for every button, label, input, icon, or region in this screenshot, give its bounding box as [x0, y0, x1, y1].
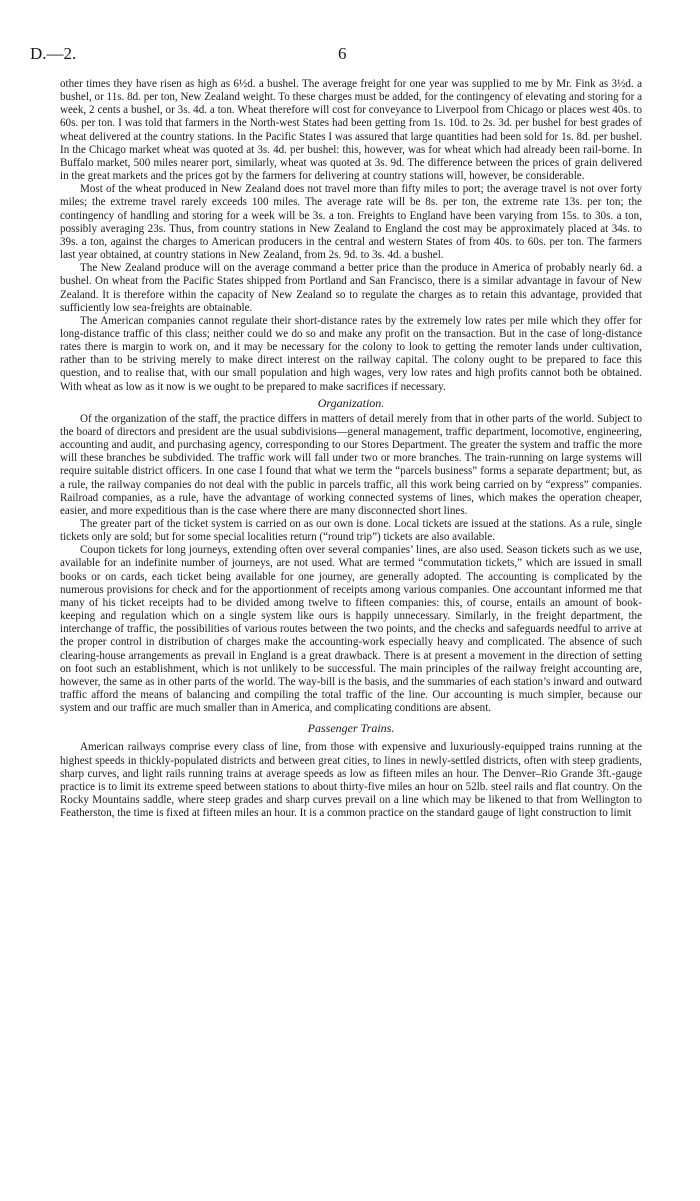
paragraph: American railways comprise every class of line, from those with expensive and luxuriously-equipped trains running at the highest speeds in thickly-populated districts and between great cities, to lines in newly-settled districts, often with steep gradients, sharp curves, and light rails running trains at average speeds as low as fifteen miles an hour. The Denver–Rio Grande 3ft.-gauge practice is to limit its extreme speed between stations to about thirty-five miles an hour on 52lb. steel rails and flat country. On the Rocky Mountains saddle, where steep grades and sharp curves prevail on a line which may be likened to that from Wellington to Featherston, the time is fixed at fifteen miles an hour. It is a common practice on the standard gauge of light construction to limit [60, 741, 642, 820]
paragraph: The New Zealand produce will on the average command a better price than the produce in America of probably nearly 6d. a bushel. On wheat from the Pacific States shipped from Portland and San Francisco, there is a similar advantage in favour of New Zealand. It is therefore within the capacity of New Zealand so to regulate the charges as to retain this advantage, provided that sufficiently low sea-freights are obtainable. [60, 262, 642, 314]
paragraph: Most of the wheat produced in New Zealand does not travel more than fifty miles to port; the average travel is not over forty miles; the extreme travel rarely exceeds 100 miles. The average rate will be 8s. per ton, the extreme rate 13s. per ton; the contingency of handling and storing for a week will be 3s. a ton. Freights to England have been varying from 15s. to 30s. a ton, possibly averaging 23s. Thus, from country stations in New Zealand to England the cost may be approximately placed at 34s. to 39s. a ton, against the charges to American producers in the central and western States of from 40s. to 60s. per ton. The farmers last year obtained, at country stations in New Zealand, from 2s. 9d. to 3s. 4d. a bushel. [60, 183, 642, 262]
paragraph: Of the organization of the staff, the practice differs in matters of detail merely from that in other parts of the world. Subject to the board of directors and president are the usual subdivisions—general management, traffic department, locomotive, engineering, accounting and audit, and purchasing agency, corresponding to our Stores Department. The greater the system and traffic the more will these branches be subdivided. The traffic work will fall under two or more branches. The train-running on large systems will require suitable district officers. In one case I found that what we term the “parcels business” forms a separate department; but, as a rule, the railway companies do not deal with the public in parcels traffic, all this work being carried on by “express” companies. Railroad companies, as a rule, have the advantage of working connected systems of lines, which makes the operation cheaper, easier, and more expeditious than is the case where there are many disconnected short lines. [60, 412, 642, 517]
document-id: D.—2. [30, 44, 77, 63]
paragraph: Coupon tickets for long journeys, extending often over several companies’ lines, are also used. Season tickets such as we use, available for an indefinite number of journeys, are not used. What are termed “commutation tickets,” which are issued in small books or on cards, each ticket being available for one journey, are generally adopted. The accounting is complicated by the numerous provisions for check and for the apportionment of receipts among various companies. One accountant informed me that many of his ticket receipts had to be divided among twelve to fifteen companies: this, of course, entails an amount of book-keeping and regulation which on a single system like ours is happily unnecessary. Similarly, in the freight department, the interchange of traffic, the possibilities of various routes between the two points, and the checks and safeguards needful to arrive at the proper control in distribution of charges make the accounting-work especially heavy and complicated. The absence of such clearing-house arrangements as prevail in England is a great drawback. There is at present a movement in the direction of setting on foot such an establishment, which is not unlikely to be successful. The main principles of the railway freight accounting are, however, the same as in other parts of the world. The way-bill is the basis, and the summaries of each station’s inward and outward traffic afford the means of balancing and compiling the total traffic of the line. Our accounting is much simpler, because our system and our traffic are much smaller than in America, and complicating conditions are absent. [60, 544, 642, 715]
page-header [30, 44, 642, 66]
section-heading-passenger-trains: Passenger Trains. [307, 721, 395, 736]
paragraph: The greater part of the ticket system is carried on as our own is done. Local tickets are issued at the stations. As a rule, single tickets only are sold; but for some special localities return (“round trip”) tickets are also available. [60, 518, 642, 544]
paragraph: other times they have risen as high as 6½d. a bushel. The average freight for one year was supplied to me by Mr. Fink as 3½d. a bushel, or 11s. 8d. per ton, New Zealand weight. To these charges must be added, for the contingency of elevating and storing for a week, 2 cents a bushel, or 3s. 4d. a ton. Wheat therefore will cost for conveyance to Liverpool from Chicago or places west 40s. to 60s. per ton. I was told that farmers in the North-west States had been getting from 1s. 10d. to 2s. 3d. per bushel for best grades of wheat delivered at the country stations. In the Pacific States I was assured that large quantities had been sold for 1s. 8d. per bushel. In the Chicago market wheat was quoted at 3s. 4d. per bushel: this, however, was for wheat which had already been rail-borne. In Buffalo market, 500 miles nearer port, similarly, wheat was quoted at 3s. 9d. The difference between the prices of grain delivered in the great markets and the prices got by the farmers for delivering at country stations will, however, be considerable. [60, 78, 642, 183]
paragraph: The American companies cannot regulate their short-distance rates by the extremely low rates per mile which they offer for long-distance traffic of this class; neither could we do so and make any profit on the transaction. But in the case of long-distance rates there is margin to work on, and it may be necessary for the colony to look to getting the remoter lands under cultivation, rather than to be striving merely to make direct interest on the railway capital. The colony ought to be prepared to face this question, and to realise that, with our small population and high wages, very low rates and high profits cannot both be obtained. With wheat as low as it now is we ought to be prepared to make sacrifices if necessary. [60, 314, 642, 393]
body-text [60, 78, 642, 820]
section-heading-organization: Organization. [317, 395, 385, 410]
page-number: 6 [338, 44, 347, 63]
